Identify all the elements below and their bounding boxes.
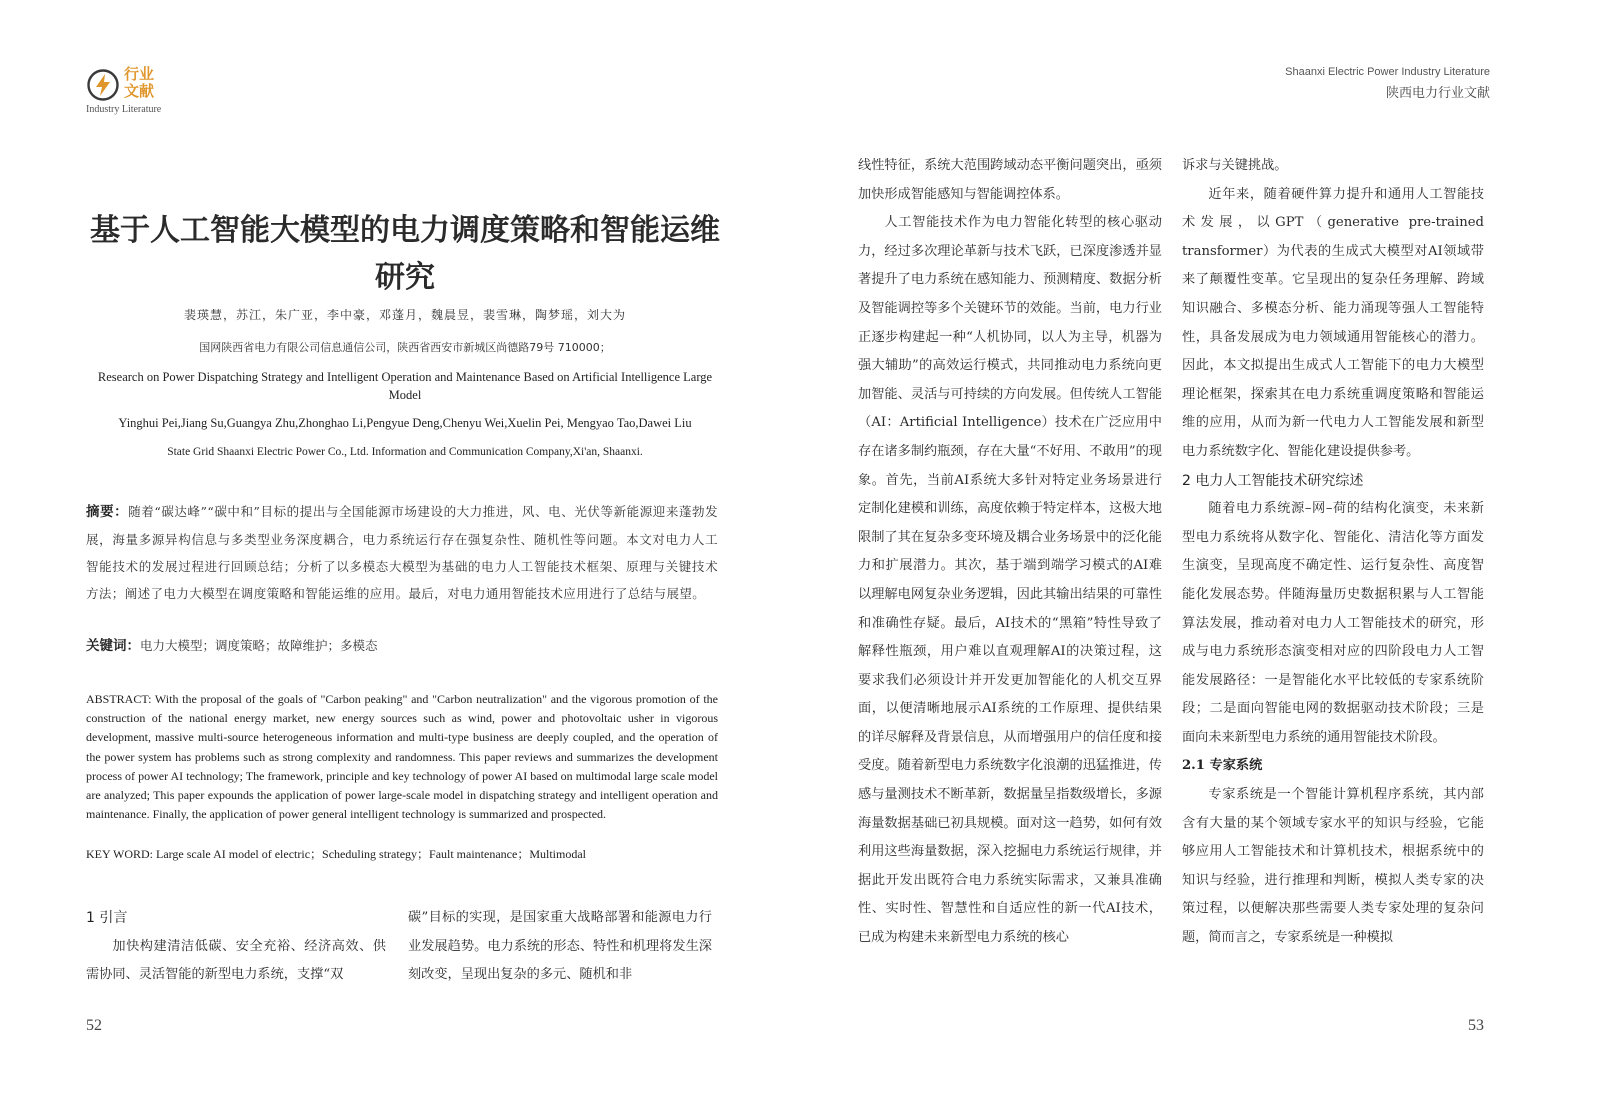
keywords-en: KEY WORD: Large scale AI model of electric；Scheduling strategy；Fault maintenance；Multimodal xyxy=(86,847,586,861)
paragraph: 碳”目标的实现，是国家重大战略部署和能源电力行业发展趋势。电力系统的形态、特性和机理将发生深刻改变，呈现出复杂的多元、随机和非 xyxy=(408,910,712,983)
author-list: 裴瑛慧，苏江，朱广亚，李中豪，邓蓬月，魏晨昱，裴雪琳，陶梦瑶，刘大为 xyxy=(183,308,626,322)
paper-title-en: Research on Power Dispatching Strategy and Intelligent Operation and Maintenance Based on Artificial Intelligence Large Model xyxy=(97,370,713,402)
section-heading: 1 引言 xyxy=(86,910,128,926)
paragraph: 加快构建清洁低碳、安全充裕、经济高效、供需协同、灵活智能的新型电力系统，支撑“双 xyxy=(86,938,386,983)
page-number-right: 53 xyxy=(1468,1017,1484,1034)
paragraph: 近年来，随着硬件算力提升和通用人工智能技术发展，以GPT（generative pre-trained transformer）为代表的生成式大模型对AI领域带来了颠覆性变革。它呈现出的复杂任务理解、跨域知识融合、多模态分析、能力涌现等强人工智能特性，具备发展成为电力领域通用智能核心的潜力。因此，本文拟提出生成式人工智能下的电力大模型理论框架，探索其在电力系统重调度策略和智能运维的应用，从而为新一代电力人工智能发展和新型电力系统数字化、智能化建设提供参考。 xyxy=(1182,186,1484,459)
body-column-2 xyxy=(408,904,712,990)
section-heading: 2 电力人工智能技术研究综述 xyxy=(1182,472,1364,489)
subsection-heading: 2.1 专家系统 xyxy=(1182,758,1263,774)
paragraph: 人工智能技术作为电力智能化转型的核心驱动力，经过多次理论革新与技术飞跃，已深度渗透并显著提升了电力系统在感知能力、预测精度、数据分析及智能调控等多个关键环节的效能。当前，电力行业正逐步构建起一种“人机协同，以人为主导，机器为强大辅助”的高效运行模式，共同推动电力系统向更加智能、灵活与可持续的方向发展。但传统人工智能（AI：Artificial Intelligence）技术在广泛应用中存在诸多制约瓶颈，存在大量“不好用、不敢用”的现象。首先，当前AI系统大多针对特定业务场景进行定制化建模和训练，高度依赖于特定样本，这极大地限制了其在复杂多变环境及耦合业务场景中的泛化能力和扩展潜力。其次，基于端到端学习模式的AI难以理解电网复杂业务逻辑，因此其输出结果的可靠性和准确性存疑。最后，AI技术的“黑箱”特性导致了解释性瓶颈，用户难以直观理解AI的决策过程，这要求我们必须设计并开发更加智能化的人机交互界面，以便清晰地展示AI系统的工作原理、提供结果的详尽解释及背景信息，从而增强用户的信任度和接受度。随着新型电力系统数字化浪潮的迅猛推进，传感与量测技术不断革新，数据量呈指数级增长，多源海量数据基础已初具规模。面对这一趋势，如何有效利用这些海量数据，深入挖掘电力系统运行规律，并据此开发出既符合电力系统实际需求，又兼具准确性、实时性、智慧性和自适应性的新一代AI技术，已成为构建未来新型电力系统的核心 xyxy=(858,215,1162,946)
running-header xyxy=(1285,66,1490,101)
running-header-cn: 陕西电力行业文献 xyxy=(1385,86,1490,101)
abstract-text: 随着“碳达峰”“碳中和”目标的提出与全国能源市场建设的大力推进，风、电、光伏等新能源迎来蓬勃发展，海量多源异构信息与多类型业务深度耦合，电力系统运行存在强复杂性、随机性等问题。本文对电力人工智能技术的发展过程进行回顾总结；分析了以多模态大模型为基础的电力人工智能技术框架、原理与关键技术方法；阐述了电力大模型在调度策略和智能运维的应用。最后，对电力通用智能技术应用进行了总结与展望。 xyxy=(86,504,718,601)
keywords-text: 电力大模型；调度策略；故障维护；多模态 xyxy=(140,638,378,653)
logo-text: 行业 文献 xyxy=(124,65,155,100)
lightning-bolt-icon xyxy=(86,68,120,102)
keywords-label: 关键词： xyxy=(86,638,140,654)
logo-subtitle: Industry Literature xyxy=(86,104,162,115)
paragraph: 线性特征，系统大范围跨域动态平衡问题突出，亟须加快形成智能感知与智能调控体系。 xyxy=(858,158,1162,202)
keywords-cn xyxy=(86,632,718,660)
paragraph: 随着电力系统源–网–荷的结构化演变，未来新型电力系统将从数字化、智能化、清洁化等方面发生演变，呈现高度不确定性、运行复杂性、高度智能化发展态势。伴随海量历史数据积累与人工智能算法发展，推动着对电力人工智能技术的研究，形成与电力系统形态演变相对应的四阶段电力人工智能发展路径：一是智能化水平比较低的专家系统阶段；二是面向智能电网的数据驱动技术阶段；三是面向未来新型电力系统的通用智能技术阶段。 xyxy=(1182,501,1484,745)
abstract-en: ABSTRACT: With the proposal of the goals of "Carbon peaking" and "Carbon neutralization" and the vigorous promotion of the construction of the national energy market, new energy sources such as wind, power and photovoltaic usher in vigorous development, massive multi-source heterogeneous information and multi-type business are deeply coupled, and the operation of the power system has problems such as strong complexity and randomness. This paper reviews and summarizes the development process of power AI technology; The framework, principle and key technology of power AI based on multimodal large scale model are analyzed; This paper expounds the application of power large-scale model in dispatching strategy and intelligent operation and maintenance. Finally, the application of power general intelligent technology is summarized and prospected. xyxy=(86,692,718,822)
abstract-label: 摘要： xyxy=(86,504,129,520)
journal-logo xyxy=(86,64,196,120)
body-column-3 xyxy=(858,152,1162,953)
paper-title: 基于人工智能大模型的电力调度策略和智能运维研究 xyxy=(90,213,720,295)
paragraph: 诉求与关键挑战。 xyxy=(1182,158,1288,173)
paragraph: 专家系统是一个智能计算机程序系统，其内部含有大量的某个领域专家水平的知识与经验，它能够应用人工智能技术和计算机技术，根据系统中的知识与经验，进行推理和判断，模拟人类专家的决策过程，以便解决那些需要人类专家处理的复杂问题，简而言之，专家系统是一种模拟 xyxy=(1182,787,1484,946)
body-column-1 xyxy=(86,904,386,990)
running-header-en: Shaanxi Electric Power Industry Literature xyxy=(1285,66,1490,78)
page-number-left: 52 xyxy=(86,1017,102,1034)
abstract-cn xyxy=(86,498,718,607)
affiliation-en: State Grid Shaanxi Electric Power Co., Ltd. Information and Communication Company,Xi'an, Shaanxi. xyxy=(167,446,643,458)
body-column-4 xyxy=(1182,152,1484,953)
author-list-en: Yinghui Pei,Jiang Su,Guangya Zhu,Zhonghao Li,Pengyue Deng,Chenyu Wei,Xuelin Pei, Mengyao Tao,Dawei Liu xyxy=(118,416,692,430)
affiliation-cn: 国网陕西省电力有限公司信息通信公司，陕西省西安市新城区尚德路79号 710000； xyxy=(199,341,611,354)
